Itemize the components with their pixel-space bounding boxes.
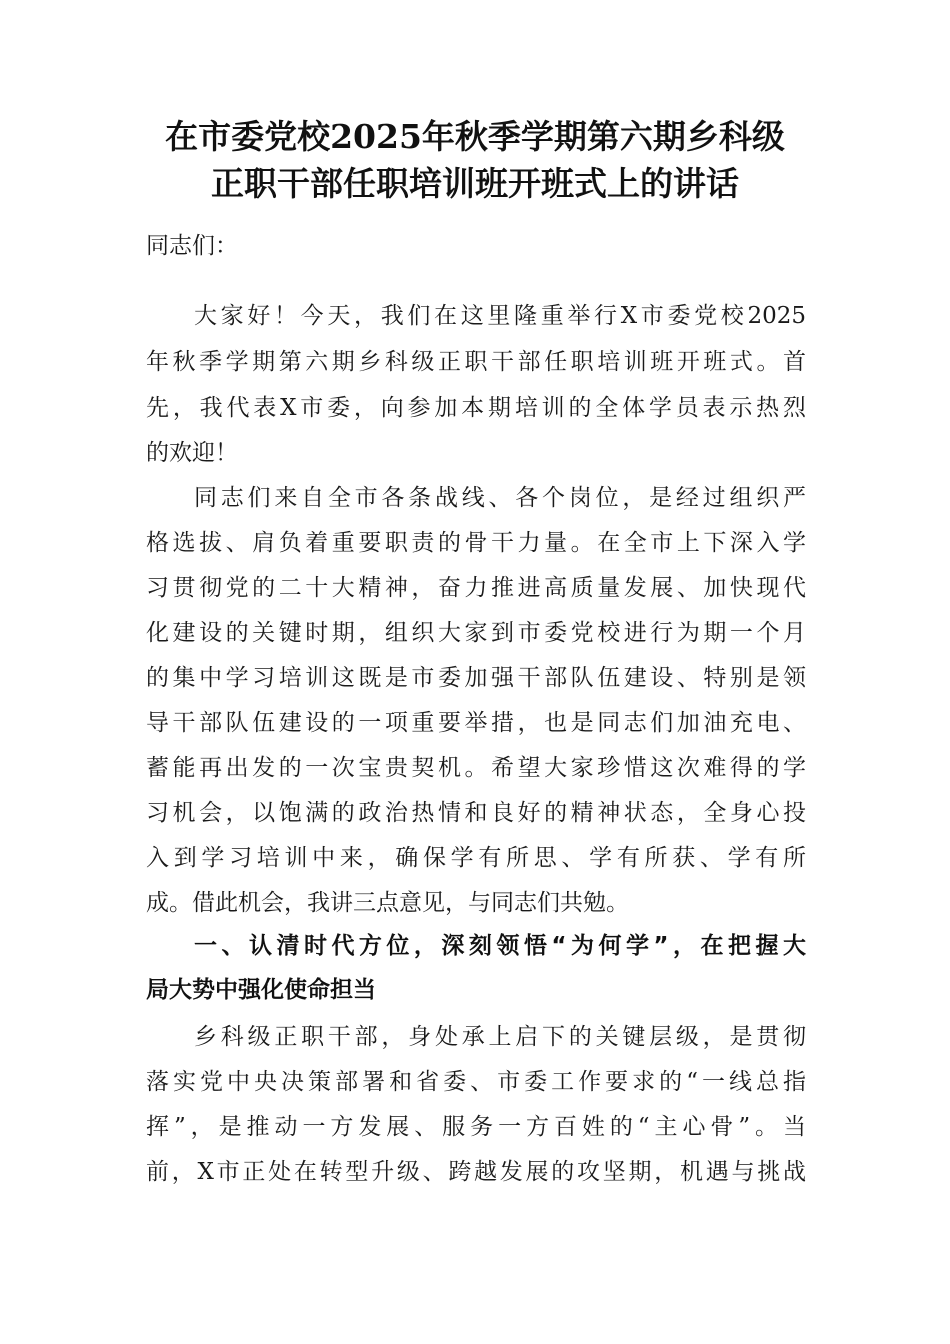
paragraph-line: 蓄能再出发的一次宝贵契机。希望大家珍惜这次难得的学 [146,755,806,781]
paragraph-line: 乡科级正职干部，身处承上启下的关键层级，是贯彻 [194,1024,806,1050]
document-title-line-2: 正职干部任职培训班开班式上的讲话 [211,164,739,203]
paragraph-line: 的欢迎！ [146,440,238,466]
paragraph-line: 大家好！今天，我们在这里隆重举行X市委党校2025 [194,303,806,329]
paragraph-line: 习贯彻党的二十大精神，奋力推进高质量发展、加快现代 [146,575,806,601]
section-heading-line: 局大势中强化使命担当 [146,977,376,1003]
paragraph-line: 前，X市正处在转型升级、跨越发展的攻坚期，机遇与挑战 [146,1159,806,1185]
paragraph-line: 先，我代表X市委，向参加本期培训的全体学员表示热烈 [146,395,806,421]
paragraph-line: 入到学习培训中来，确保学有所思、学有所获、学有所 [146,845,806,871]
paragraph-line: 挥”，是推动一方发展、服务一方百姓的“主心骨”。当 [146,1114,806,1140]
paragraph-line: 同志们来自全市各条战线、各个岗位，是经过组织严 [194,485,806,511]
paragraph-line: 年秋季学期第六期乡科级正职干部任职培训班开班式。首 [146,349,806,375]
document-title-line-1: 在市委党校2025年秋季学期第六期乡科级 [165,117,785,156]
paragraph-line: 格选拔、肩负着重要职责的骨干力量。在全市上下深入学 [146,530,806,556]
paragraph-line: 的集中学习培训这既是市委加强干部队伍建设、特别是领 [146,665,806,691]
section-heading-line: 一、认清时代方位，深刻领悟“为何学”，在把握大 [194,933,806,959]
salutation: 同志们： [146,233,238,259]
paragraph-line: 化建设的关键时期，组织大家到市委党校进行为期一个月 [146,620,806,646]
paragraph-line: 导干部队伍建设的一项重要举措，也是同志们加油充电、 [146,710,806,736]
paragraph-line: 成。借此机会，我讲三点意见，与同志们共勉。 [146,890,629,916]
paragraph-line: 落实党中央决策部署和省委、市委工作要求的“一线总指 [146,1069,806,1095]
paragraph-line: 习机会，以饱满的政治热情和良好的精神状态，全身心投 [146,800,806,826]
